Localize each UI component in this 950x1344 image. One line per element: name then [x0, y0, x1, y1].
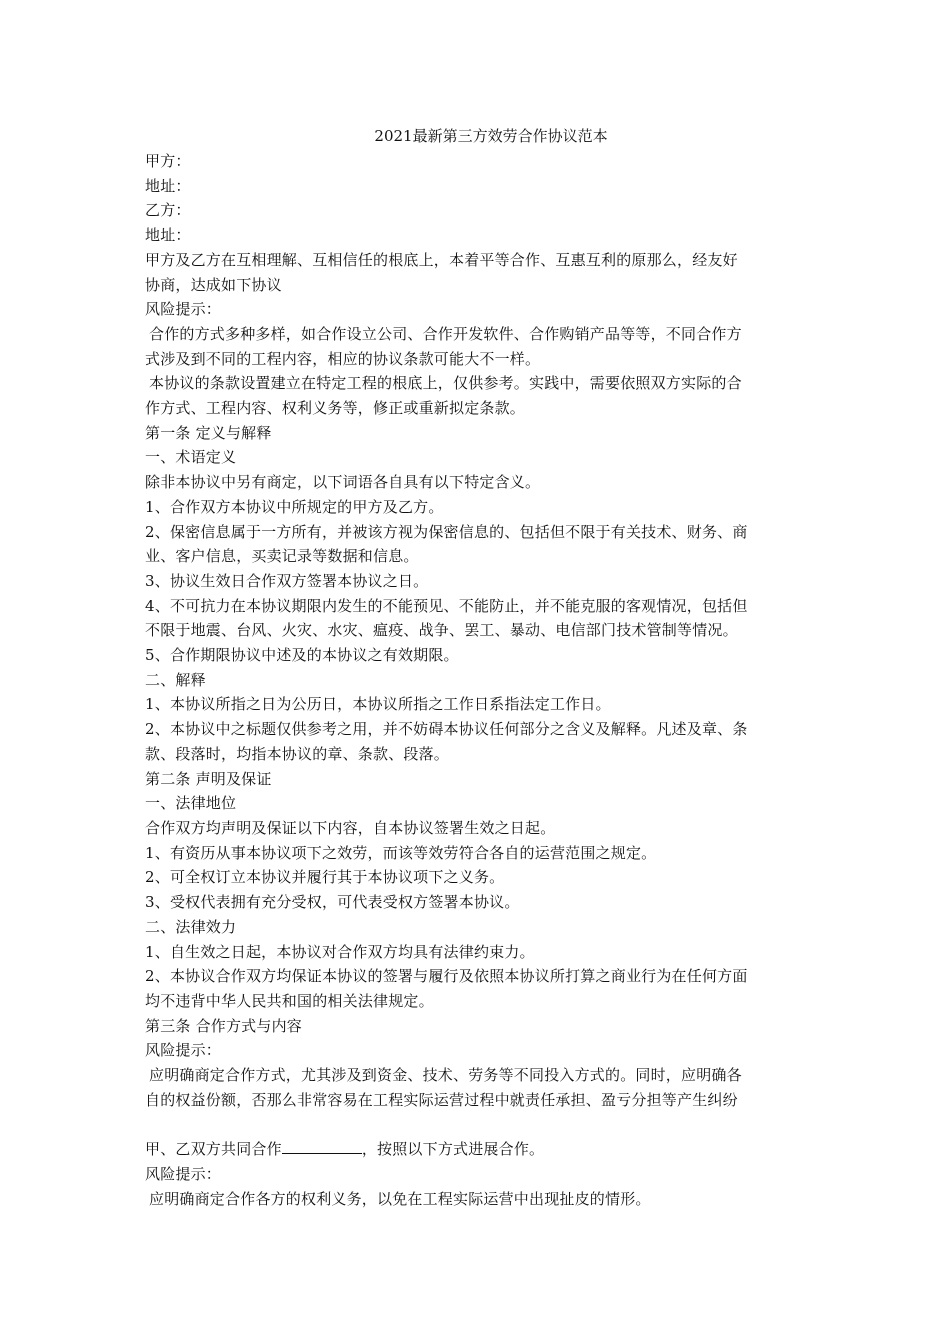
party-a-label: 甲方： [145, 152, 191, 170]
risk-notice-line: 合作的方式多种多样，如合作设立公司、合作开发软件、合作购销产品等等，不同合作方 [149, 324, 742, 343]
cooperation-line [145, 1137, 813, 1162]
section-heading: 二、解释 [145, 670, 206, 689]
clause-line: 2、保密信息属于一方所有，并被该方视为保密信息的、包括但不限于有关技术、财务、商 [145, 522, 748, 541]
risk-notice-heading: 风险提示： [145, 1041, 222, 1060]
risk-notice-line: 式涉及到不同的工程内容，相应的协议条款可能大不一样。 [145, 349, 541, 368]
clause-line: 除非本协议中另有商定，以下词语各自具有以下特定含义。 [145, 473, 541, 492]
blank-line [145, 1112, 813, 1137]
article-heading: 第三条 合作方式与内容 [145, 1016, 302, 1035]
clause-line: 1、自生效之日起，本协议对合作双方均具有法律约束力。 [145, 942, 535, 961]
section-heading: 一、法律地位 [145, 794, 237, 813]
risk-notice-line: 自的权益份额，否那么非常容易在工程实际运营过程中就责任承担、盈亏分担等产生纠纷 [145, 1090, 738, 1109]
document-page [145, 124, 813, 1211]
article-heading: 第二条 声明及保证 [145, 769, 272, 788]
risk-notice-heading: 风险提示： [145, 300, 222, 319]
clause-line: 1、本协议所指之日为公历日，本协议所指之工作日系指法定工作日。 [145, 695, 611, 714]
clause-line: 款、段落时，均指本协议的章、条款、段落。 [145, 744, 450, 763]
section-heading: 二、法律效力 [145, 917, 237, 936]
clause-line: 2、本协议中之标题仅供参考之用，并不妨碍本协议任何部分之含义及解释。凡述及章、条 [145, 720, 748, 739]
document-title: 2021最新第三方效劳合作协议范本 [374, 127, 608, 145]
risk-notice-line: 应明确商定合作各方的权利义务，以免在工程实际运营中出现扯皮的情形。 [149, 1189, 651, 1208]
clause-line: 3、受权代表拥有充分受权，可代表受权方签署本协议。 [145, 893, 520, 912]
risk-notice-line: 应明确商定合作方式，尤其涉及到资金、技术、劳务等不同投入方式的。同时，应明确各 [149, 1066, 742, 1085]
article-heading: 第一条 定义与解释 [145, 423, 272, 442]
risk-notice-line: 本协议的条款设置建立在特定工程的根底上，仅供参考。实践中，需要依照双方实际的合 [149, 374, 742, 393]
preamble-line: 协商，达成如下协议 [145, 275, 282, 294]
cooperation-blank-field [282, 1137, 362, 1154]
clause-line: 业、客户信息，买卖记录等数据和信息。 [145, 547, 419, 566]
clause-line: 合作双方均声明及保证以下内容，自本协议签署生效之日起。 [145, 818, 556, 837]
clause-line: 2、可全权订立本协议并履行其于本协议项下之义务。 [145, 868, 505, 887]
section-heading: 一、术语定义 [145, 448, 237, 467]
clause-line: 均不违背中华人民共和国的相关法律规定。 [145, 991, 434, 1010]
party-b-address-label: 地址： [145, 226, 191, 245]
cooperation-prefix: 甲、乙双方共同合作 [145, 1140, 282, 1159]
clause-line: 1、合作双方本协议中所规定的甲方及乙方。 [145, 497, 444, 516]
cooperation-suffix: ，按照以下方式进展合作。 [361, 1140, 545, 1159]
risk-notice-heading: 风险提示： [145, 1164, 222, 1183]
preamble-line: 甲方及乙方在互相理解、互相信任的根底上，本着平等合作、互惠互利的原那么，经友好 [145, 250, 738, 269]
party-a-address-label: 地址： [145, 176, 191, 195]
clause-line: 2、本协议合作双方均保证本协议的签署与履行及依照本协议所打算之商业行为在任何方面 [145, 967, 748, 986]
clause-line: 4、不可抗力在本协议期限内发生的不能预见、不能防止，并不能克服的客观情况，包括但 [145, 596, 748, 615]
clause-line: 3、协议生效日合作双方签署本协议之日。 [145, 571, 429, 590]
clause-line: 1、有资历从事本协议项下之效劳，而该等效劳符合各自的运营范围之规定。 [145, 843, 657, 862]
risk-notice-line: 作方式、工程内容、权利义务等，修正或重新拟定条款。 [145, 399, 526, 418]
clause-line: 不限于地震、台风、火灾、水灾、瘟疫、战争、罢工、暴动、电信部门技术管制等情况。 [145, 621, 738, 640]
clause-line: 5、合作期限协议中述及的本协议之有效期限。 [145, 646, 459, 665]
party-b-label: 乙方： [145, 201, 191, 220]
